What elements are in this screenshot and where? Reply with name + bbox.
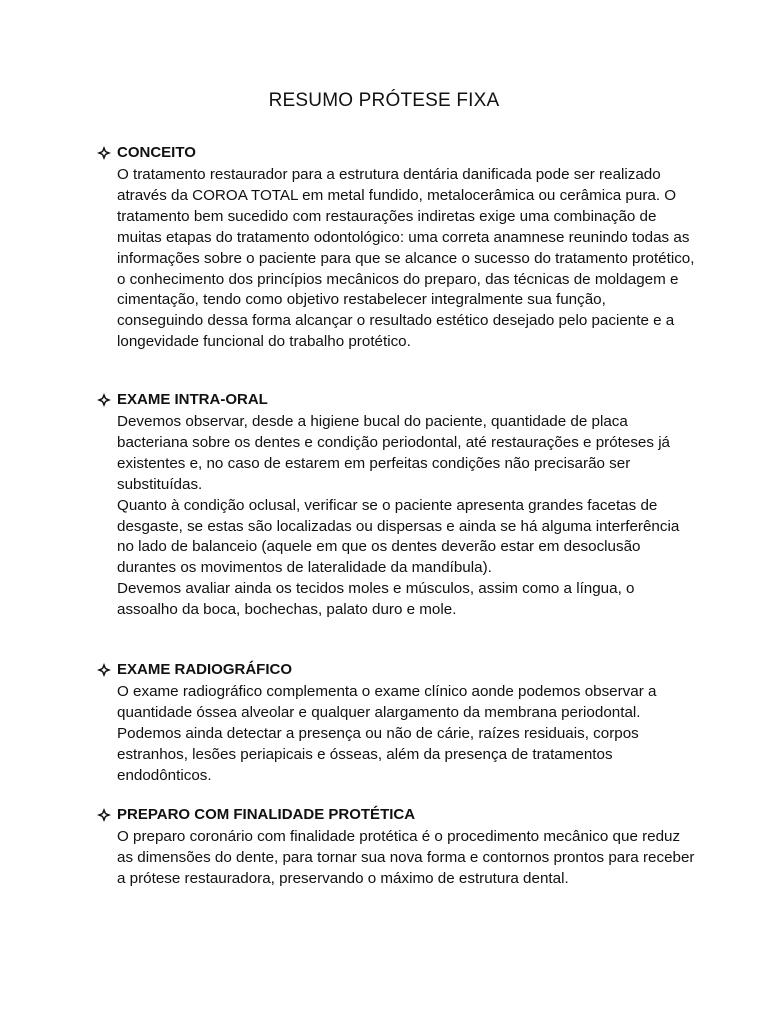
paragraph: Devemos observar, desde a higiene bucal do paciente, quantidade de placa bacteriana sobre os dentes e condição periodontal, até restaurações e próteses já existentes e, no caso de estarem em perfeitas condições não precisarão ser substituídas.: [117, 413, 671, 493]
diamond-bullet-icon: [96, 661, 112, 679]
section-body: [117, 412, 696, 621]
section-heading-text: CONCEITO: [117, 144, 196, 161]
paragraph: O exame radiográfico complementa o exame clínico aonde podemos observar a quantidade óssea alveolar e qualquer alargamento da membrana periodontal. Podemos ainda detectar a presença ou não de cárie, raízes residuais, corpos estranhos, lesões periapicais e ósseas, além da presença de tratamentos endodônticos.: [117, 683, 657, 784]
section-heading: [96, 806, 696, 827]
diamond-bullet-icon: [96, 144, 112, 162]
paragraph: O preparo coronário com finalidade protética é o procedimento mecânico que reduz as dimensões do dente, para tornar sua nova forma e contornos prontos para receber a prótese restauradora, preservando o máximo de estrutura dental.: [117, 828, 695, 887]
paragraph: O tratamento restaurador para a estrutura dentária danificada pode ser realizado através da COROA TOTAL em metal fundido, metalocerâmica ou cerâmica pura. O tratamento bem sucedido com restaurações indiretas exige uma combinação de muitas etapas do tratamento odontológico: uma correta anamnese reunindo todas as informações sobre o paciente para que se alcance o sucesso do tratamento protético, o conhecimento dos princípios mecânicos do preparo, das técnicas de moldagem e cimentação, tendo como objetivo restabelecer integralmente sua função, conseguindo dessa forma alcançar o resultado estético desejado pelo paciente e a longevidade funcional do trabalho protético.: [117, 166, 695, 351]
section-exame-radiografico: [96, 661, 696, 787]
paragraph: Quanto à condição oclusal, verificar se o paciente apresenta grandes facetas de desgaste, se estas são localizadas ou dispersas e ainda se há alguma interferência no lado de balanceio (aquele em que os dentes deverão estar em desoclusão durantes os movimentos de lateralidade da mandíbula).: [117, 496, 680, 577]
document-title: RESUMO PRÓTESE FIXA: [268, 90, 500, 111]
section-heading-text: EXAME INTRA-ORAL: [117, 391, 268, 408]
section-body: [117, 165, 696, 353]
section-body: [117, 827, 696, 890]
section-preparo: [96, 806, 696, 890]
section-conceito: [96, 144, 696, 353]
section-exame-intra-oral: [96, 391, 696, 621]
diamond-bullet-icon: [96, 391, 112, 409]
paragraph: Devemos avaliar ainda os tecidos moles e músculos, assim como a língua, o assoalho da boca, bochechas, palato duro e mole.: [117, 580, 635, 619]
section-heading: [96, 144, 696, 165]
section-heading-text: PREPARO COM FINALIDADE PROTÉTICA: [117, 806, 416, 823]
diamond-bullet-icon: [96, 806, 112, 824]
section-heading-text: EXAME RADIOGRÁFICO: [117, 661, 293, 678]
section-heading: [96, 391, 696, 412]
section-body: [117, 682, 696, 787]
section-heading: [96, 661, 696, 682]
